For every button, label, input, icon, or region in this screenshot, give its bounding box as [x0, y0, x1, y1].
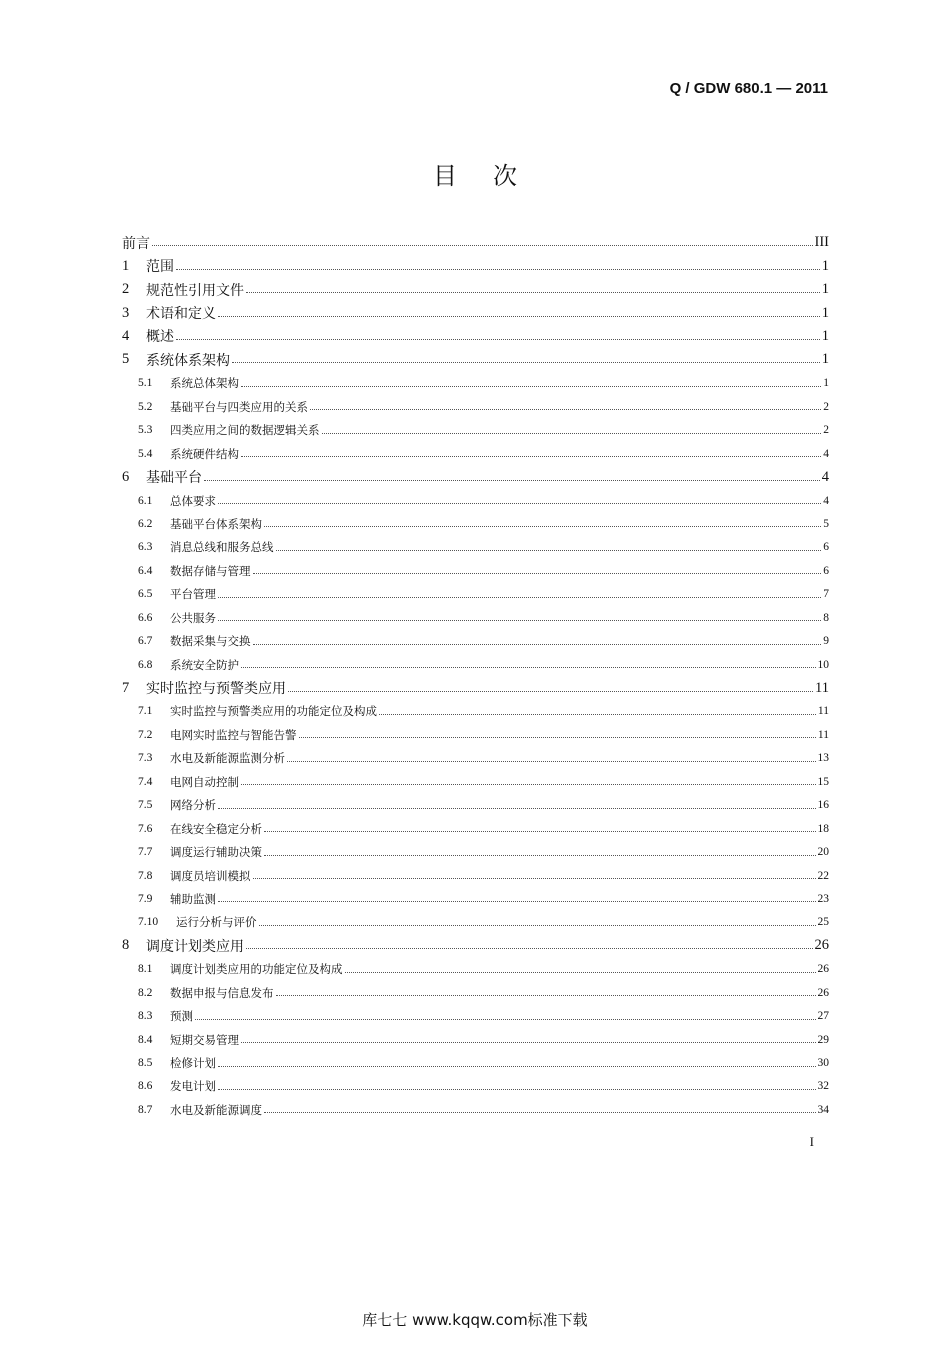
toc-entry-number: 6 — [122, 468, 130, 485]
toc-entry-label: 基础平台体系架构 — [170, 516, 262, 531]
toc-entry-label: 系统总体架构 — [170, 376, 239, 391]
toc-entry-label: 系统安全防护 — [170, 657, 239, 672]
dot-leader — [259, 925, 816, 926]
toc-entry-label: 水电及新能源调度 — [170, 1102, 262, 1117]
dot-leader — [379, 714, 816, 715]
dot-leader — [218, 503, 821, 504]
toc-entry[interactable] — [122, 770, 829, 793]
dot-leader — [218, 597, 821, 598]
toc-entry-page: 6 — [823, 541, 829, 554]
toc-entry-label: 水电及新能源监测分析 — [170, 751, 285, 766]
toc-entry-number: 6.6 — [138, 611, 153, 624]
toc-entry-number: 5.3 — [138, 424, 153, 437]
dot-leader — [299, 737, 816, 738]
toc-entry-number: 7.2 — [138, 728, 153, 741]
toc-entry-page: 1 — [821, 304, 829, 321]
toc-entry-page: 4 — [823, 447, 829, 460]
toc-entry-page: 32 — [817, 1080, 829, 1093]
dot-leader — [345, 972, 816, 973]
dot-leader — [276, 995, 816, 996]
dot-leader — [287, 761, 816, 762]
dot-leader — [310, 409, 821, 410]
toc-entry[interactable] — [122, 934, 829, 957]
toc-entry[interactable] — [122, 911, 829, 934]
toc-entry-number: 6.3 — [138, 541, 153, 554]
toc-entry-number: 7.10 — [138, 916, 159, 929]
toc-entry-label: 消息总线和服务总线 — [170, 540, 274, 555]
toc-entry-label: 运行分析与评价 — [176, 915, 257, 930]
toc-entry-page: 13 — [817, 752, 829, 765]
toc-entry-number: 7.4 — [138, 775, 153, 788]
dot-leader — [241, 667, 816, 668]
toc-entry[interactable] — [122, 981, 829, 1004]
toc-entry-number: 6.1 — [138, 494, 153, 507]
dot-leader — [288, 691, 813, 692]
toc-entry-label: 实时监控与预警类应用的功能定位及构成 — [170, 704, 377, 719]
toc-entry-label: 短期交易管理 — [170, 1032, 239, 1047]
toc-entry-page: 20 — [817, 846, 829, 859]
toc-entry-label: 公共服务 — [170, 610, 216, 625]
toc-entry-page: 30 — [817, 1057, 829, 1070]
toc-entry-label: 数据申报与信息发布 — [170, 985, 274, 1000]
toc-entry[interactable] — [122, 1098, 829, 1121]
dot-leader — [241, 784, 816, 785]
toc-entry-label: 网络分析 — [170, 798, 216, 813]
toc-entry-label: 系统体系架构 — [146, 352, 230, 369]
toc-entry-number: 8 — [122, 937, 130, 954]
toc-entry[interactable] — [122, 231, 829, 254]
toc-entry-page: 26 — [817, 963, 829, 976]
dot-leader — [204, 480, 820, 481]
dot-leader — [152, 245, 813, 246]
toc-entry[interactable] — [122, 489, 829, 512]
dot-leader — [232, 362, 820, 363]
toc-entry-number: 5.1 — [138, 377, 153, 390]
dot-leader — [195, 1019, 816, 1020]
toc-entry-label: 实时监控与预警类应用 — [146, 681, 286, 698]
toc-entry-page: 7 — [823, 588, 829, 601]
toc-entry-page: 1 — [821, 257, 829, 274]
toc-entry-label: 范围 — [146, 259, 174, 276]
toc-entry-number: 8.4 — [138, 1033, 153, 1046]
toc-entry-label: 调度员培训模拟 — [170, 868, 251, 883]
dot-leader — [276, 550, 822, 551]
dot-leader — [176, 339, 820, 340]
toc-entry-number: 7.6 — [138, 822, 153, 835]
toc-entry-number: 5.2 — [138, 400, 153, 413]
dot-leader — [241, 456, 821, 457]
toc-entry-page: 27 — [817, 1010, 829, 1023]
toc-entry-label: 调度计划类应用 — [146, 938, 244, 955]
toc-entry-label: 四类应用之间的数据逻辑关系 — [170, 423, 320, 438]
toc-entry-number: 6.7 — [138, 635, 153, 648]
toc-entry-page: III — [814, 234, 829, 251]
toc-entry-page: 4 — [823, 494, 829, 507]
toc-entry-label: 辅助监测 — [170, 891, 216, 906]
toc-entry[interactable] — [122, 1051, 829, 1074]
toc-entry[interactable] — [122, 676, 829, 699]
toc-entry[interactable] — [122, 254, 829, 277]
toc-entry[interactable] — [122, 887, 829, 910]
dot-leader — [218, 1066, 816, 1067]
toc-entry-label: 预测 — [170, 1009, 193, 1024]
toc-entry-label: 术语和定义 — [146, 306, 216, 323]
toc-entry-label: 电网实时监控与智能告警 — [170, 727, 297, 742]
toc-entry[interactable] — [122, 629, 829, 652]
toc-entry[interactable] — [122, 747, 829, 770]
toc-entry[interactable] — [122, 794, 829, 817]
toc-entry-number: 7.9 — [138, 892, 153, 905]
dot-leader — [218, 1089, 816, 1090]
toc-entry[interactable] — [122, 442, 829, 465]
toc-entry[interactable] — [122, 395, 829, 418]
dot-leader — [218, 316, 820, 317]
toc-entry[interactable] — [122, 606, 829, 629]
dot-leader — [241, 1042, 816, 1043]
dot-leader — [246, 948, 813, 949]
toc-entry-page: 18 — [817, 822, 829, 835]
toc-entry-number: 7.5 — [138, 799, 153, 812]
table-of-contents — [122, 231, 829, 1122]
dot-leader — [264, 831, 816, 832]
toc-entry-page: 2 — [823, 400, 829, 413]
dot-leader — [264, 526, 821, 527]
dot-leader — [218, 620, 821, 621]
standard-code: Q / GDW 680.1 — 2011 — [669, 80, 828, 97]
toc-entry-number: 8.7 — [138, 1103, 153, 1116]
dot-leader — [246, 292, 820, 293]
toc-entry-page: 8 — [823, 611, 829, 624]
toc-entry-page: 25 — [817, 916, 829, 929]
toc-entry-number: 3 — [122, 304, 130, 321]
dot-leader — [176, 269, 820, 270]
toc-entry-page: 29 — [817, 1033, 829, 1046]
toc-entry-number: 8.3 — [138, 1010, 153, 1023]
toc-entry-label: 系统硬件结构 — [170, 446, 239, 461]
toc-entry-label: 调度运行辅助决策 — [170, 845, 262, 860]
toc-entry-number: 7 — [122, 679, 130, 696]
toc-entry-number: 6.8 — [138, 658, 153, 671]
page-title: 目次 — [433, 162, 553, 190]
toc-entry-number: 7.3 — [138, 752, 153, 765]
toc-entry[interactable] — [122, 958, 829, 981]
toc-entry[interactable] — [122, 723, 829, 746]
toc-entry-label: 电网自动控制 — [170, 774, 239, 789]
toc-entry[interactable] — [122, 864, 829, 887]
toc-entry-number: 5.4 — [138, 447, 153, 460]
toc-entry-number: 7.1 — [138, 705, 153, 718]
toc-entry-page: 1 — [821, 351, 829, 368]
toc-entry-number: 7.8 — [138, 869, 153, 882]
toc-entry-page: 11 — [817, 728, 829, 741]
toc-entry-label: 发电计划 — [170, 1079, 216, 1094]
toc-entry[interactable] — [122, 817, 829, 840]
page-number: I — [809, 1134, 814, 1149]
dot-leader — [253, 573, 822, 574]
toc-entry-number: 8.5 — [138, 1057, 153, 1070]
toc-entry[interactable] — [122, 559, 829, 582]
toc-entry-number: 6.5 — [138, 588, 153, 601]
toc-entry-page: 23 — [817, 892, 829, 905]
dot-leader — [253, 878, 816, 879]
toc-entry[interactable] — [122, 465, 829, 488]
toc-entry-page: 11 — [815, 679, 829, 696]
toc-entry-label: 前言 — [122, 235, 150, 252]
footer-watermark: 库七七 www.kqqw.com标准下载 — [362, 1311, 588, 1329]
toc-entry-page: 26 — [814, 937, 829, 954]
toc-entry[interactable] — [122, 1028, 829, 1051]
toc-entry[interactable] — [122, 536, 829, 559]
toc-entry[interactable] — [122, 700, 829, 723]
toc-entry-label: 基础平台与四类应用的关系 — [170, 399, 308, 414]
toc-entry[interactable] — [122, 372, 829, 395]
toc-entry-label: 总体要求 — [170, 493, 216, 508]
toc-entry-label: 规范性引用文件 — [146, 282, 244, 299]
toc-entry-page: 10 — [817, 658, 829, 671]
dot-leader — [264, 1112, 816, 1113]
toc-entry[interactable] — [122, 653, 829, 676]
toc-entry-page: 2 — [823, 424, 829, 437]
toc-entry-number: 1 — [122, 257, 130, 274]
toc-entry[interactable] — [122, 840, 829, 863]
toc-entry[interactable] — [122, 325, 829, 348]
dot-leader — [218, 808, 816, 809]
dot-leader — [218, 901, 816, 902]
toc-entry-page: 1 — [821, 281, 829, 298]
toc-entry-page: 5 — [823, 517, 829, 530]
toc-entry-label: 数据采集与交换 — [170, 634, 251, 649]
toc-entry-page: 15 — [817, 775, 829, 788]
toc-entry-label: 基础平台 — [146, 470, 202, 487]
toc-entry-page: 4 — [821, 468, 829, 485]
toc-entry-number: 6.2 — [138, 517, 153, 530]
toc-entry[interactable] — [122, 348, 829, 371]
dot-leader — [322, 433, 822, 434]
toc-entry[interactable] — [122, 278, 829, 301]
toc-entry-page: 1 — [823, 377, 829, 390]
dot-leader — [253, 644, 822, 645]
toc-entry[interactable] — [122, 1075, 829, 1098]
toc-entry-page: 34 — [817, 1103, 829, 1116]
toc-entry-label: 概述 — [146, 329, 174, 346]
toc-entry-number: 2 — [122, 281, 130, 298]
toc-entry[interactable] — [122, 512, 829, 535]
toc-entry-number: 8.6 — [138, 1080, 153, 1093]
toc-entry-label: 在线安全稳定分析 — [170, 821, 262, 836]
toc-entry-number: 4 — [122, 327, 130, 344]
toc-entry-page: 6 — [823, 564, 829, 577]
toc-entry-label: 调度计划类应用的功能定位及构成 — [170, 962, 343, 977]
toc-entry-page: 26 — [817, 986, 829, 999]
toc-entry[interactable] — [122, 1004, 829, 1027]
toc-entry-page: 9 — [823, 635, 829, 648]
toc-entry-label: 数据存储与管理 — [170, 563, 251, 578]
toc-entry-number: 8.2 — [138, 986, 153, 999]
dot-leader — [241, 386, 821, 387]
toc-entry[interactable] — [122, 419, 829, 442]
toc-entry-number: 6.4 — [138, 564, 153, 577]
toc-entry-page: 11 — [817, 705, 829, 718]
toc-entry[interactable] — [122, 583, 829, 606]
toc-entry-number: 5 — [122, 351, 130, 368]
toc-entry-label: 检修计划 — [170, 1056, 216, 1071]
toc-entry-number: 7.7 — [138, 846, 153, 859]
toc-entry-page: 16 — [817, 799, 829, 812]
toc-entry-page: 1 — [821, 327, 829, 344]
toc-entry-label: 平台管理 — [170, 587, 216, 602]
toc-entry-page: 22 — [817, 869, 829, 882]
toc-entry[interactable] — [122, 301, 829, 324]
toc-entry-number: 8.1 — [138, 963, 153, 976]
dot-leader — [264, 855, 816, 856]
